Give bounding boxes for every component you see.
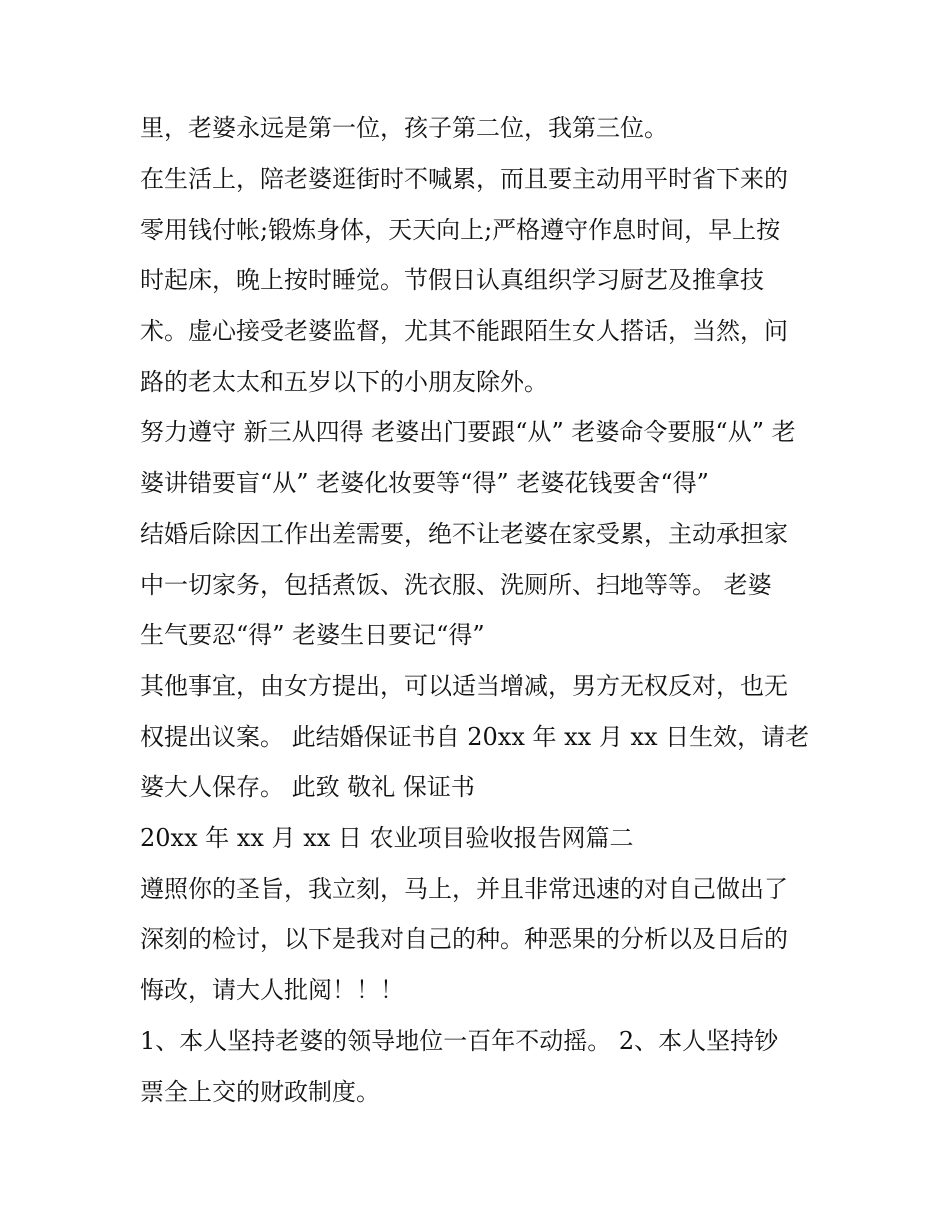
text-line: 1、本人坚持老婆的领导地位一百年不动摇。 2、本人坚持钞 bbox=[140, 1027, 779, 1055]
text-line: 路的老太太和五岁以下的小朋友除外。 bbox=[140, 368, 548, 396]
text-line: 票全上交的财政制度。 bbox=[140, 1078, 380, 1106]
text-line: 生气要忍“得” 老婆生日要记“得” bbox=[140, 621, 485, 649]
text-line: 婆讲错要盲“从” 老婆化妆要等“得” 老婆花钱要舍“得” bbox=[140, 469, 709, 497]
text-line: 时起床，晚上按时睡觉。节假日认真组织学习厨艺及推拿技 bbox=[140, 266, 764, 294]
text-line: 20xx 年 xx 月 xx 日 农业项目验收报告网篇二 bbox=[140, 824, 634, 852]
text-line: 悔改，请大人批阅！！！ bbox=[140, 976, 404, 1004]
text-line: 中一切家务，包括煮饭、洗衣服、洗厕所、扫地等等。 老婆 bbox=[140, 571, 772, 599]
text-line: 深刻的检讨，以下是我对自己的种。种恶果的分析以及日后的 bbox=[140, 925, 788, 953]
text-line: 里，老婆永远是第一位，孩子第二位，我第三位。 bbox=[140, 114, 668, 142]
text-line: 努力遵守 新三从四得 老婆出门要跟“从” 老婆命令要服“从” 老 bbox=[140, 418, 796, 446]
text-line: 结婚后除因工作出差需要，绝不让老婆在家受累，主动承担家 bbox=[140, 520, 788, 548]
text-line: 其他事宜，由女方提出，可以适当增减，男方无权反对，也无 bbox=[140, 672, 788, 700]
text-line: 婆大人保存。 此致 敬礼 保证书 bbox=[140, 773, 475, 801]
text-line: 术。虚心接受老婆监督，尤其不能跟陌生女人搭话，当然，问 bbox=[140, 317, 788, 345]
text-line: 零用钱付帐;锻炼身体，天天向上;严格遵守作息时间，早上按 bbox=[140, 216, 781, 244]
text-line: 权提出议案。 此结婚保证书自 20xx 年 xx 月 xx 日生效，请老 bbox=[140, 723, 810, 751]
text-line: 在生活上，陪老婆逛街时不喊累，而且要主动用平时省下来的 bbox=[140, 165, 788, 193]
text-line: 遵照你的圣旨，我立刻，马上，并且非常迅速的对自己做出了 bbox=[140, 875, 788, 903]
